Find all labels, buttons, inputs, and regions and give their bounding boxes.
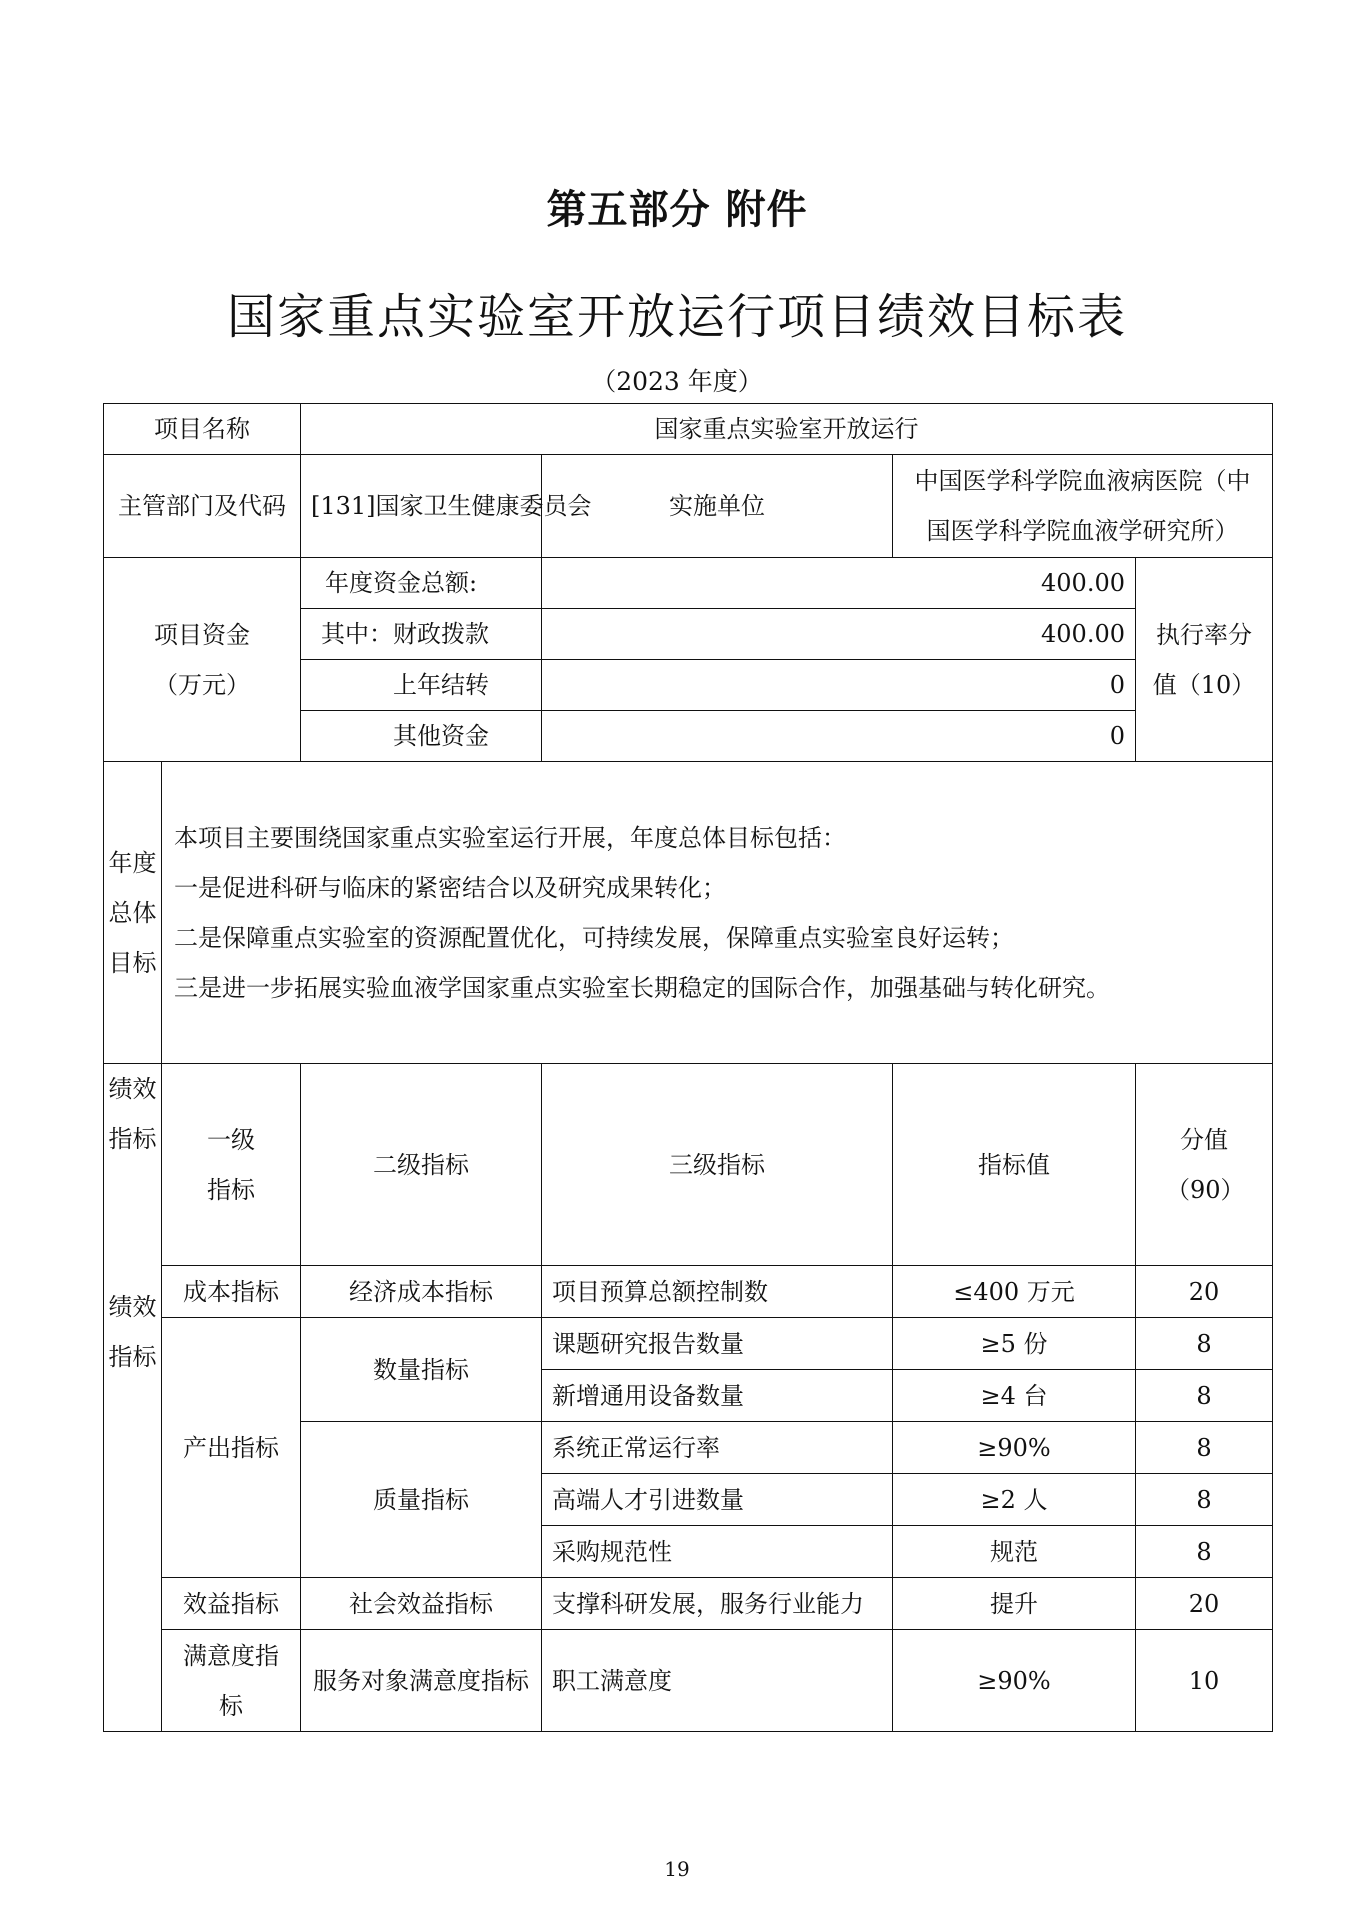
objective-line: 一是促进科研与临床的紧密结合以及研究成果转化； <box>174 873 726 902</box>
level3-cell: 支撑科研发展，服务行业能力 <box>542 1578 893 1630</box>
unit-value: 中国医学科学院血液病医院（中国医学科学院血液学研究所） <box>893 455 1273 558</box>
funds-carryover-label: 上年结转 <box>301 660 542 711</box>
level3-cell: 新增通用设备数量 <box>542 1370 893 1422</box>
value-cell: ≥5 份 <box>893 1318 1136 1370</box>
header-score: 分值（90） <box>1136 1064 1273 1266</box>
level1-cell: 成本指标 <box>162 1266 301 1318</box>
dept-label: 主管部门及代码 <box>104 455 301 558</box>
score-cell: 8 <box>1136 1370 1273 1422</box>
part-title: 第五部分 附件 <box>546 187 808 233</box>
objective-text <box>162 762 1273 1064</box>
objective-line: 本项目主要围绕国家重点实验室运行开展，年度总体目标包括： <box>174 823 846 852</box>
project-name-value: 国家重点实验室开放运行 <box>301 404 1273 455</box>
funds-label: 项目资金（万元） <box>104 558 301 762</box>
funds-fiscal-label: 其中：财政拨款 <box>301 609 542 660</box>
score-cell: 8 <box>1136 1526 1273 1578</box>
dept-value: [131]国家卫生健康委员会 <box>301 455 542 558</box>
execution-score-label: 执行率分值（10） <box>1136 558 1273 762</box>
table-row <box>104 1266 1273 1318</box>
score-cell: 8 <box>1136 1422 1273 1474</box>
funds-fiscal-value: 400.00 <box>542 609 1136 660</box>
value-cell: ≤400 万元 <box>893 1266 1136 1318</box>
header-level3: 三级指标 <box>542 1064 893 1266</box>
score-cell: 8 <box>1136 1474 1273 1526</box>
performance-table <box>103 403 1273 1732</box>
level1-cell: 效益指标 <box>162 1578 301 1630</box>
score-cell: 10 <box>1136 1630 1273 1732</box>
level1-cell: 产出指标 <box>162 1318 301 1578</box>
indicator-section-label-lower: 绩效指标 <box>108 1293 157 1371</box>
funds-other-value: 0 <box>542 711 1136 762</box>
objective-line: 三是进一步拓展实验血液学国家重点实验室长期稳定的国际合作，加强基础与转化研究。 <box>174 973 1110 1002</box>
table-row <box>104 1318 1273 1370</box>
score-cell: 8 <box>1136 1318 1273 1370</box>
value-cell: 规范 <box>893 1526 1136 1578</box>
level2-cell: 质量指标 <box>301 1422 542 1578</box>
level3-cell: 课题研究报告数量 <box>542 1318 893 1370</box>
indicator-section-label-upper: 绩效指标 <box>108 1075 157 1153</box>
level3-cell: 项目预算总额控制数 <box>542 1266 893 1318</box>
year-label: （2023 年度） <box>591 367 763 396</box>
indicator-section-label <box>104 1064 162 1732</box>
level2-cell: 经济成本指标 <box>301 1266 542 1318</box>
level2-cell: 数量指标 <box>301 1318 542 1422</box>
level3-cell: 高端人才引进数量 <box>542 1474 893 1526</box>
level3-cell: 采购规范性 <box>542 1526 893 1578</box>
header-level2: 二级指标 <box>301 1064 542 1266</box>
funds-total-value: 400.00 <box>542 558 1136 609</box>
level2-cell: 社会效益指标 <box>301 1578 542 1630</box>
value-cell: ≥90% <box>893 1630 1136 1732</box>
objective-label: 年度总体目标 <box>104 762 162 1064</box>
level3-cell: 系统正常运行率 <box>542 1422 893 1474</box>
score-cell: 20 <box>1136 1266 1273 1318</box>
level2-cell: 服务对象满意度指标 <box>301 1630 542 1732</box>
score-cell: 20 <box>1136 1578 1273 1630</box>
value-cell: ≥4 台 <box>893 1370 1136 1422</box>
level1-cell: 满意度指标 <box>162 1630 301 1732</box>
header-level1: 一级指标 <box>162 1064 301 1266</box>
table-row <box>104 1630 1273 1732</box>
value-cell: ≥2 人 <box>893 1474 1136 1526</box>
funds-carryover-value: 0 <box>542 660 1136 711</box>
funds-total-label: 年度资金总额: <box>301 558 542 609</box>
value-cell: 提升 <box>893 1578 1136 1630</box>
table-row <box>104 1578 1273 1630</box>
page-title: 国家重点实验室开放运行项目绩效目标表 <box>226 289 1127 345</box>
level3-cell: 职工满意度 <box>542 1630 893 1732</box>
unit-label: 实施单位 <box>542 455 893 558</box>
project-name-label: 项目名称 <box>104 404 301 455</box>
header-value: 指标值 <box>893 1064 1136 1266</box>
value-cell: ≥90% <box>893 1422 1136 1474</box>
funds-other-label: 其他资金 <box>301 711 542 762</box>
page-number: 19 <box>664 1857 690 1881</box>
objective-line: 二是保障重点实验室的资源配置优化，可持续发展，保障重点实验室良好运转； <box>174 923 1014 952</box>
